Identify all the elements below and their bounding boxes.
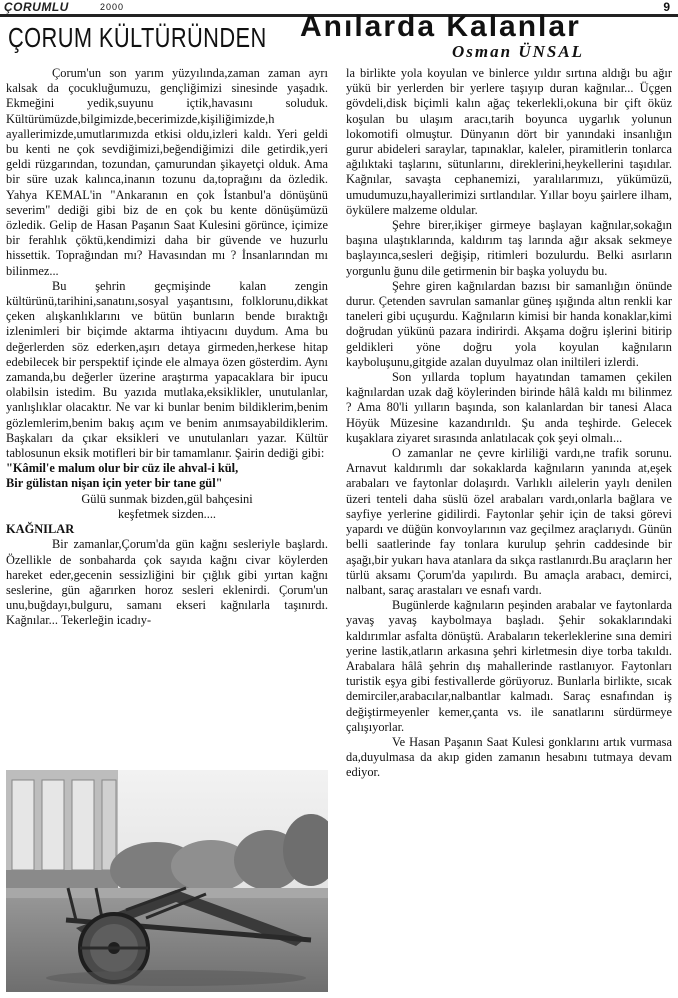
article-title: Anılarda Kalanlar: [300, 10, 581, 43]
dedication-line: Gülü sunmak bizden,gül bahçesini: [81, 491, 253, 506]
oxcart-photo: [6, 770, 328, 992]
paragraph: Bugünlerde kağnıların peşinden arabalar ve faytonlarda yavaş yavaş kaybolmaya başladı. Şehir sokaklarındaki kaldırımlar asfalta dönüştü. Arabaların tekerleklerine sına demiri yerine lastik,atların arkasına şehri kirletmesin diye torba takıldı. Arabalara hâlâ şehrin dış mahallerinde rastlanıyor. Faytonları turistik eşya gibi festivallerde görüyoruz. Bunlarla birlikte, sıcak demirciler,arabacılar,nalbantlar kalmadı. Saraç esnafından iş değiştirmeyenler kemer,çanta vs. ile sanatlarını sürdürmeye çalışıyorlar.: [346, 598, 672, 734]
paragraph: Çorum'un son yarım yüzyılında,zaman zaman ayrı kalsak da çocukluğumuzu, gençliğimizi sinesinde yaşadık. Ekmeğini yedik,suyunu içtik,havasını soluduk. Kültürümüzde,bilgimizde,becerimizde,kişiliğimizde,h ayallerimizde,umutlarımızda etkisi oldu,izleri kaldı. Yeri geldi bu kenti ne çok sevdiğimizi,beğendiğimizi dile getirdik,yeri geldi rüzgarından, tozundan, çamurundan şikayetçi olduk. Ama bir süre uzak kalınca,inanın tozunu da,toprağını da özledik. Yahya KEMAL'in "Ankaranın en çok İstanbul'a dönüşünü severim" dediği gibi biz de en çok bu kente dönüşümüzü özledik. Gelip de Hasan Paşanın Saat Kulesini görünce, içimize bir ferahlık çöktü,kendimizi daha bir güvende ve huzurlu hissettik. Toprağından mı? Havasından mı ? İnsanlarından mı bilinmez...: [6, 66, 328, 278]
paragraph: Son yıllarda toplum hayatından tamamen çekilen kağnılardan uzak dağ köylerinden birinde hâlâ kaldı mı bilinmez ? Ama 80'li yılların başında, son kalanlardan bir tanesi Alaca Höyük Müzesine kazandırıldı. Şu anda teşhirde. Gelecek kuşaklara ziyaret sırasında anlatılacak çok şeyi olmalı...: [346, 370, 672, 445]
quote-line: "Kâmil'e malum olur bir cüz ile ahval-i kül,: [6, 461, 239, 476]
quote-line: Bir gülistan nişan için yeter bir tane gül": [6, 476, 223, 491]
masthead-logo: ÇORUMLU: [4, 0, 69, 14]
oxcart-illustration: [6, 770, 328, 992]
section-title: ÇORUM KÜLTÜRÜNDEN: [8, 22, 267, 53]
masthead-year: 2000: [100, 2, 125, 12]
paragraph: Bu şehrin geçmişinde kalan zengin kültürünü,tarihini,sanatını,sosyal yaşantısını, folklorunu,dikkat çeken alışkanlıklarını ve bütün bunların bende bıraktığı izlenimleri bir biçimde aktarma ihtiyacını duydum. Ama bu değerlerden söz ederken,aşırı detaya girmeden,herkese hitap edebilecek bir perspektif içinde ele almaya özen gösterdim. Aynı zamanda,bu değerler üzerine araştırma yapacaklara bir ipucu olabilsin istedim. Bu yazıda mutlaka,eksiklikler, unutulanlar, yanlışlıklar olacaktır. Ne var ki bunlar benim bildiklerim,benim gözlemlerim,benim bakış açım ve benim anımsayabildiklerim. Başkaları da çıkar eksikleri ve unutulanları yazar. Kültür tablosunun eksik motifleri bir bir tamamlanır. Şairin dediği gibi:: [6, 278, 328, 461]
paragraph: Şehre birer,ikişer girmeye başlayan kağnılar,sokağın başına ulaştıklarında, kaldırım taş larında ağır aksak sekmeye başlayınca,sesleri değişip, ritimleri bozulurdu. Belki asırların yorgunlu ğunu dile getirmenin bir başka yoluydu bu.: [346, 218, 672, 278]
page-number: 9: [663, 0, 670, 14]
paragraph: Şehre giren kağnılardan bazısı bir samanlığın önünde durur. Çetenden savrulan samanlar güneş ışığında altın renkli kar taneleri gibi uçuşurdu. Kağnıların kimisi bir handa konaklar,kimi doğrudan yükünü pazara indirirdi. Akşama doğru işlerini bitirip geldikleri yöne doğru yola koyulan kağnıların kayboluşunu,gitgide azalan duyulmaz olan iniltileri izlerdi.: [346, 278, 672, 369]
author-name: Osman ÜNSAL: [452, 42, 585, 61]
paragraph: O zamanlar ne çevre kirliliği vardı,ne trafik sorunu. Arnavut kaldırımlı dar sokaklarda kağnıların yanında at,eşek arabaları ve faytonlar dolaşırdı. Varlıklı ailelerin yaylı denilen üzeri tenteli daha süslü özel arabaları vardı,onlarla bağlara ve sayfiye yerlerine gidilirdi. Faytonlar şehir için de taksi görevi yapardı ve düğün konvoylarının vaz geçilmez araçlarıydı. Günün belli saatlerinde fay tonlara kurulup şehrin caddesinde bir aşağı,bir yukarı hava atanlara da sıkça rastlanırdı.Bu araçların her türlü aksamı Çorum'da yapılırdı. Bu amaçla arabacı, demirci, nalbant, saraç arastaları ve esnafı vardı.: [346, 446, 672, 597]
paragraph: la birlikte yola koyulan ve binlerce yıldır sırtına aldığı bu ağır yükü bir yerlerden bir yerlere taşıyıp duran kağnılar... Üçgen gövdeli,disk biçimli kalın ağaç tekerlekli,okuna bir çift öküz koşulan bu ulaşım aracı,tarih boyunca uygarlık yolunun lokomotifi olmuştur. Dünyanın dört bir yanındaki insanlığın gurur abideleri saraylar, tapınaklar, kaleler, piramitlerin tonlarca ağılıktaki taşlarını, sütunlarını, direklerini,heykellerini taşıdılar. Kağnılar, savaşta cephanemizi, yaralılarımızı, yükümüzü, umudumuzu,hayallerimizi sırtlandılar. Yıllar boyu şairlere ilham, öykülere malzeme oldular.: [346, 66, 672, 217]
dedication-line: keşfetmek sizden....: [117, 506, 217, 521]
paragraph: Bir zamanlar,Çorum'da gün kağnı sesleriyle başlardı. Özellikle de sonbaharda çok sayıda kağnı civar köylerden hareket eder,gecenin sessizliğini bir çığlık gibi yırtan kağnı seslerine, gün ağarırken horoz sesleri eklenirdi. Çorum'un unu,buğdayı,bulguru, samanı ekseri kağnılarla taşınırdı. Kağnılar... Tekerleğin icadıy-: [6, 537, 328, 628]
left-column: [6, 66, 328, 629]
paragraph: Ve Hasan Paşanın Saat Kulesi gonklarını artık vurmasa da,duyulmasa da akıp giden zamanın hesabını tutmaya devam ediyor.: [346, 734, 672, 780]
subheading: KAĞNILAR: [6, 522, 75, 537]
right-column: [346, 66, 672, 781]
